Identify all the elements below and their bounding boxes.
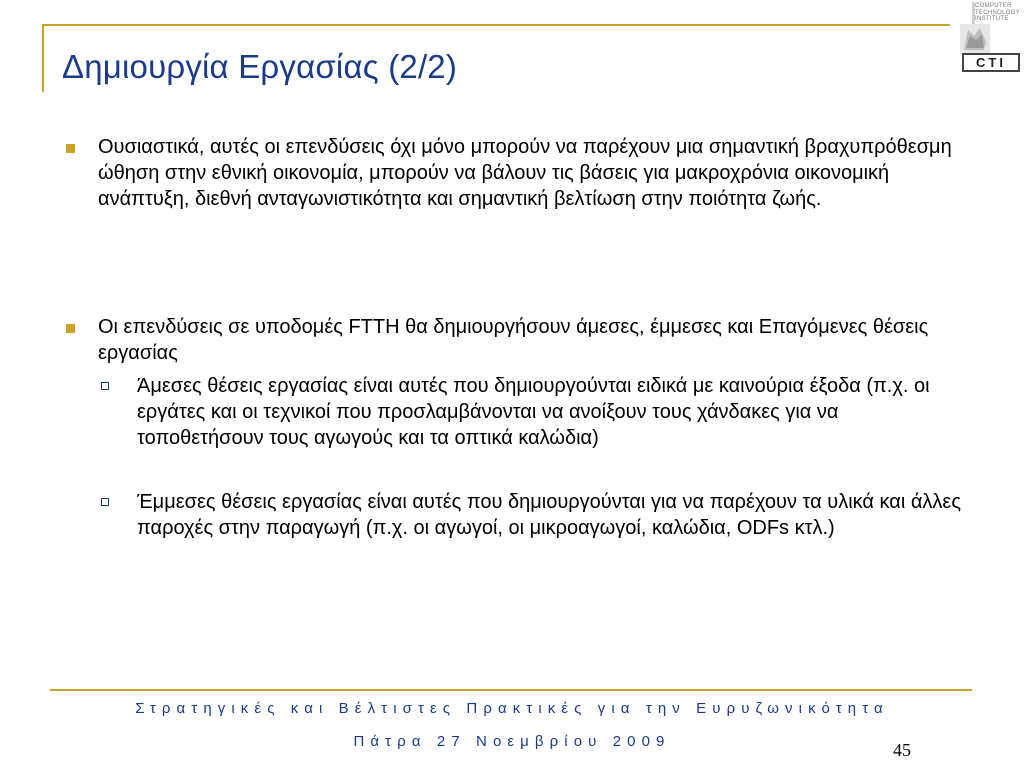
footer-divider (50, 689, 972, 691)
sub-bullet-1: Άμεσες θέσεις εργασίας είναι αυτές που δημιουργούνται ειδικά με καινούρια έξοδα (π.χ. οι εργάτες και οι τεχνικοί που προσλαμβάνονται να ανοίξουν τους χάνδακες για να τοποθετήσουν τους αγωγούς και τα οπτικά καλώδια) (137, 375, 930, 449)
bullet-square-icon (66, 324, 75, 333)
footer-title: Στρατηγικές και Βέλτιστες Πρακτικές για την Ευρυζωνικότητα (135, 700, 889, 717)
footer-date: Πάτρα 27 Νοεμβρίου 2009 (353, 733, 671, 750)
logo-line-3: INSTITUTE (975, 16, 1009, 23)
logo-line-1: COMPUTER (975, 3, 1012, 9)
bullet-2: Οι επενδύσεις σε υποδομές FTTH θα δημιουργήσουν άμεσες, έμμεσες και Επαγόμενες θέσεις εργασίας (98, 316, 929, 364)
slide-title: Δημιουργία Εργασίας (2/2) (62, 48, 458, 85)
page-number: 45 (893, 740, 911, 760)
cti-logo-mark: CTI (962, 53, 1020, 72)
sub-bullet-hollow-square-icon (101, 382, 109, 390)
sub-bullet-hollow-square-icon (101, 498, 109, 506)
logo-line-2: TECHNOLOGY (975, 9, 1021, 16)
bullet-1: Ουσιαστικά, αυτές οι επενδύσεις όχι μόνο μπορούν να παρέχουν μια σημαντική βραχυπρόθεσμη ώθηση στην εθνική οικονομία, μπορούν να βάλουν τις βάσεις για μακροχρόνια οικονομική ανάπτυξη, διεθνή ανταγωνιστικότητα και σημαντική βελτίωση στην ποιότητα ζωής. (98, 136, 952, 210)
bullet-square-icon (66, 144, 75, 153)
sub-bullet-2: Έμμεσες θέσεις εργασίας είναι αυτές που δημιουργούνται για να παρέχουν τα υλικά και άλλες παροχές στην παραγωγή (π.χ. οι αγωγοί, οι μικροαγωγοί, καλώδια, ODFs κτλ.) (137, 491, 961, 539)
